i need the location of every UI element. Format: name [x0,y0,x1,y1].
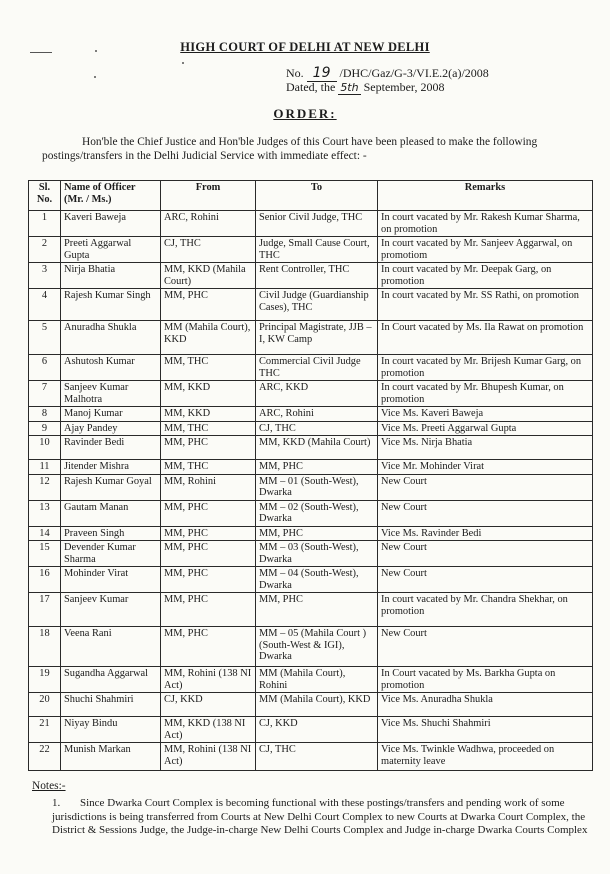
dated-prefix: Dated, the [286,80,336,94]
cell-officer-name: Preeti Aggarwal Gupta [61,237,161,263]
cell-officer-name: Sanjeev Kumar [61,593,161,627]
scan-speck [94,76,96,78]
cell-from: MM, THC [161,421,256,436]
cell-from: MM, PHC [161,289,256,321]
cell-sl-no: 5 [29,321,61,355]
table-row [29,541,593,567]
cell-remarks: Vice Ms. Kaveri Baweja [378,407,593,422]
cell-officer-name: Praveen Singh [61,526,161,541]
table-row [29,693,593,717]
header-from: From [161,181,256,211]
scan-speck [95,50,97,52]
cell-remarks: Vice Ms. Nirja Bhatia [378,436,593,460]
cell-sl-no: 13 [29,500,61,526]
cell-sl-no: 19 [29,667,61,693]
cell-remarks: Vice Ms. Preeti Aggarwal Gupta [378,421,593,436]
postings-table [28,180,593,771]
cell-remarks: In Court vacated by Ms. Barkha Gupta on promotion [378,667,593,693]
cell-from: MM, PHC [161,436,256,460]
header-remarks: Remarks [378,181,593,211]
cell-remarks: In Court vacated by Ms. Ila Rawat on promotion [378,321,593,355]
cell-to: Civil Judge (Guardianship Cases), THC [256,289,378,321]
table-row [29,321,593,355]
cell-remarks: In court vacated by Mr. Sanjeev Aggarwal, on promotiom [378,237,593,263]
table-row [29,474,593,500]
cell-from: ARC, Rohini [161,211,256,237]
cell-sl-no: 2 [29,237,61,263]
cell-remarks: New Court [378,474,593,500]
cell-sl-no: 4 [29,289,61,321]
dated-handwritten-day: 5th [340,81,359,94]
table-row [29,289,593,321]
cell-to: MM, PHC [256,526,378,541]
table-row [29,526,593,541]
cell-remarks: Vice Ms. Twinkle Wadhwa, proceeded on maternity leave [378,743,593,771]
ref-no-prefix: No. [286,66,304,80]
cell-to: Senior Civil Judge, THC [256,211,378,237]
cell-from: MM, THC [161,355,256,381]
table-row [29,407,593,422]
cell-from: MM, KKD [161,407,256,422]
cell-sl-no: 12 [29,474,61,500]
cell-from: MM, PHC [161,526,256,541]
cell-to: Principal Magistrate, JJB – I, KW Camp [256,321,378,355]
note-item [52,797,592,838]
cell-officer-name: Ajay Pandey [61,421,161,436]
cell-remarks: In court vacated by Mr. Chandra Shekhar, on promotion [378,593,593,627]
cell-officer-name: Mohinder Virat [61,567,161,593]
cell-to: MM, PHC [256,460,378,475]
table-row [29,667,593,693]
cell-officer-name: Anuradha Shukla [61,321,161,355]
cell-from: MM, Rohini [161,474,256,500]
dated-line [286,80,444,95]
notes-label: Notes:- [32,780,66,792]
cell-to: MM – 04 (South-West), Dwarka [256,567,378,593]
reference-number [286,65,489,81]
table-row [29,460,593,475]
cell-officer-name: Ravinder Bedi [61,436,161,460]
cell-from: MM, THC [161,460,256,475]
cell-sl-no: 7 [29,381,61,407]
cell-remarks: In court vacated by Mr. SS Rathi, on promotion [378,289,593,321]
table-row [29,567,593,593]
cell-from: MM, KKD (Mahila Court) [161,263,256,289]
cell-officer-name: Rajesh Kumar Singh [61,289,161,321]
cell-sl-no: 21 [29,717,61,743]
table-row [29,743,593,771]
cell-to: MM – 03 (South-West), Dwarka [256,541,378,567]
cell-from: MM, Rohini (138 NI Act) [161,667,256,693]
cell-remarks: New Court [378,500,593,526]
cell-from: MM, KKD [161,381,256,407]
cell-to: Judge, Small Cause Court, THC [256,237,378,263]
cell-to: MM (Mahila Court), KKD [256,693,378,717]
table-row [29,500,593,526]
header-name: Name of Officer (Mr. / Ms.) [61,181,161,211]
table-row [29,263,593,289]
cell-from: MM, PHC [161,541,256,567]
cell-to: ARC, KKD [256,381,378,407]
cell-officer-name: Nirja Bhatia [61,263,161,289]
cell-sl-no: 20 [29,693,61,717]
cell-sl-no: 8 [29,407,61,422]
cell-remarks: In court vacated by Mr. Bhupesh Kumar, on promotion [378,381,593,407]
table-row [29,627,593,667]
cell-remarks: Vice Ms. Anuradha Shukla [378,693,593,717]
cell-to: MM, KKD (Mahila Court) [256,436,378,460]
cell-officer-name: Veena Rani [61,627,161,667]
cell-officer-name: Kaveri Baweja [61,211,161,237]
cell-sl-no: 15 [29,541,61,567]
table-row [29,381,593,407]
cell-from: MM, KKD (138 NI Act) [161,717,256,743]
cell-to: MM – 05 (Mahila Court ) (South-West & IGI), Dwarka [256,627,378,667]
cell-to: CJ, THC [256,743,378,771]
cell-remarks: In court vacated by Mr. Deepak Garg, on promotion [378,263,593,289]
cell-remarks: New Court [378,567,593,593]
cell-sl-no: 14 [29,526,61,541]
cell-to: Commercial Civil Judge THC [256,355,378,381]
cell-officer-name: Niyay Bindu [61,717,161,743]
cell-remarks: Vice Mr. Mohinder Virat [378,460,593,475]
note-number: 1. [52,797,61,809]
court-title: HIGH COURT OF DELHI AT NEW DELHI [180,40,430,54]
cell-remarks: New Court [378,627,593,667]
table-header-row [29,181,593,211]
cell-sl-no: 16 [29,567,61,593]
table-row [29,355,593,381]
cell-officer-name: Manoj Kumar [61,407,161,422]
cell-from: MM, PHC [161,627,256,667]
intro-paragraph: Hon'ble the Chief Justice and Hon'ble Judges of this Court have been pleased to make the following postings/transfers in the Delhi Judicial Service with immediate effect: - [42,136,538,162]
cell-sl-no: 11 [29,460,61,475]
cell-to: MM, PHC [256,593,378,627]
cell-sl-no: 1 [29,211,61,237]
cell-sl-no: 9 [29,421,61,436]
cell-to: MM – 02 (South-West), Dwarka [256,500,378,526]
cell-to: MM (Mahila Court), Rohini [256,667,378,693]
cell-officer-name: Gautam Manan [61,500,161,526]
cell-from: MM, PHC [161,567,256,593]
cell-officer-name: Jitender Mishra [61,460,161,475]
header-to: To [256,181,378,211]
scan-speck [30,52,52,53]
table-row [29,593,593,627]
cell-to: Rent Controller, THC [256,263,378,289]
order-heading: ORDER: [273,106,337,121]
table-row [29,211,593,237]
cell-officer-name: Devender Kumar Sharma [61,541,161,567]
cell-to: CJ, KKD [256,717,378,743]
table-row [29,421,593,436]
table-row [29,717,593,743]
cell-from: MM, PHC [161,500,256,526]
cell-remarks: In court vacated by Mr. Rakesh Kumar Sharma, on promotion [378,211,593,237]
cell-to: MM – 01 (South-West), Dwarka [256,474,378,500]
cell-from: MM (Mahila Court), KKD [161,321,256,355]
table-body [29,211,593,771]
cell-remarks: Vice Ms. Ravinder Bedi [378,526,593,541]
cell-sl-no: 6 [29,355,61,381]
cell-sl-no: 17 [29,593,61,627]
cell-remarks: Vice Ms. Shuchi Shahmiri [378,717,593,743]
header-sl-no: Sl. No. [29,181,61,211]
note-text: Since Dwarka Court Complex is becoming functional with these postings/transfers and pending work of some jurisdictions is being transferred from Courts at New Delhi Court Complex to new Courts at Dwarka Court Complex, the District & Sessions Judge, the Judge-in-charge New Delhi Courts Complex and Judge in-charge Dwarka Courts Complex [52,797,588,836]
cell-sl-no: 10 [29,436,61,460]
cell-officer-name: Ashutosh Kumar [61,355,161,381]
dated-suffix: September, 2008 [363,80,445,94]
cell-sl-no: 18 [29,627,61,667]
cell-officer-name: Munish Markan [61,743,161,771]
table-row [29,237,593,263]
ref-no-handwritten: 19 [307,65,337,82]
cell-remarks: New Court [378,541,593,567]
cell-to: ARC, Rohini [256,407,378,422]
cell-officer-name: Shuchi Shahmiri [61,693,161,717]
cell-officer-name: Rajesh Kumar Goyal [61,474,161,500]
cell-officer-name: Sugandha Aggarwal [61,667,161,693]
cell-to: CJ, THC [256,421,378,436]
cell-from: CJ, THC [161,237,256,263]
cell-sl-no: 22 [29,743,61,771]
cell-from: CJ, KKD [161,693,256,717]
ref-no-suffix: /DHC/Gaz/G-3/VI.E.2(a)/2008 [339,66,489,80]
cell-sl-no: 3 [29,263,61,289]
cell-from: MM, PHC [161,593,256,627]
scan-speck [182,62,184,64]
cell-from: MM, Rohini (138 NI Act) [161,743,256,771]
cell-officer-name: Sanjeev Kumar Malhotra [61,381,161,407]
table-row [29,436,593,460]
cell-remarks: In court vacated by Mr. Brijesh Kumar Garg, on promotion [378,355,593,381]
